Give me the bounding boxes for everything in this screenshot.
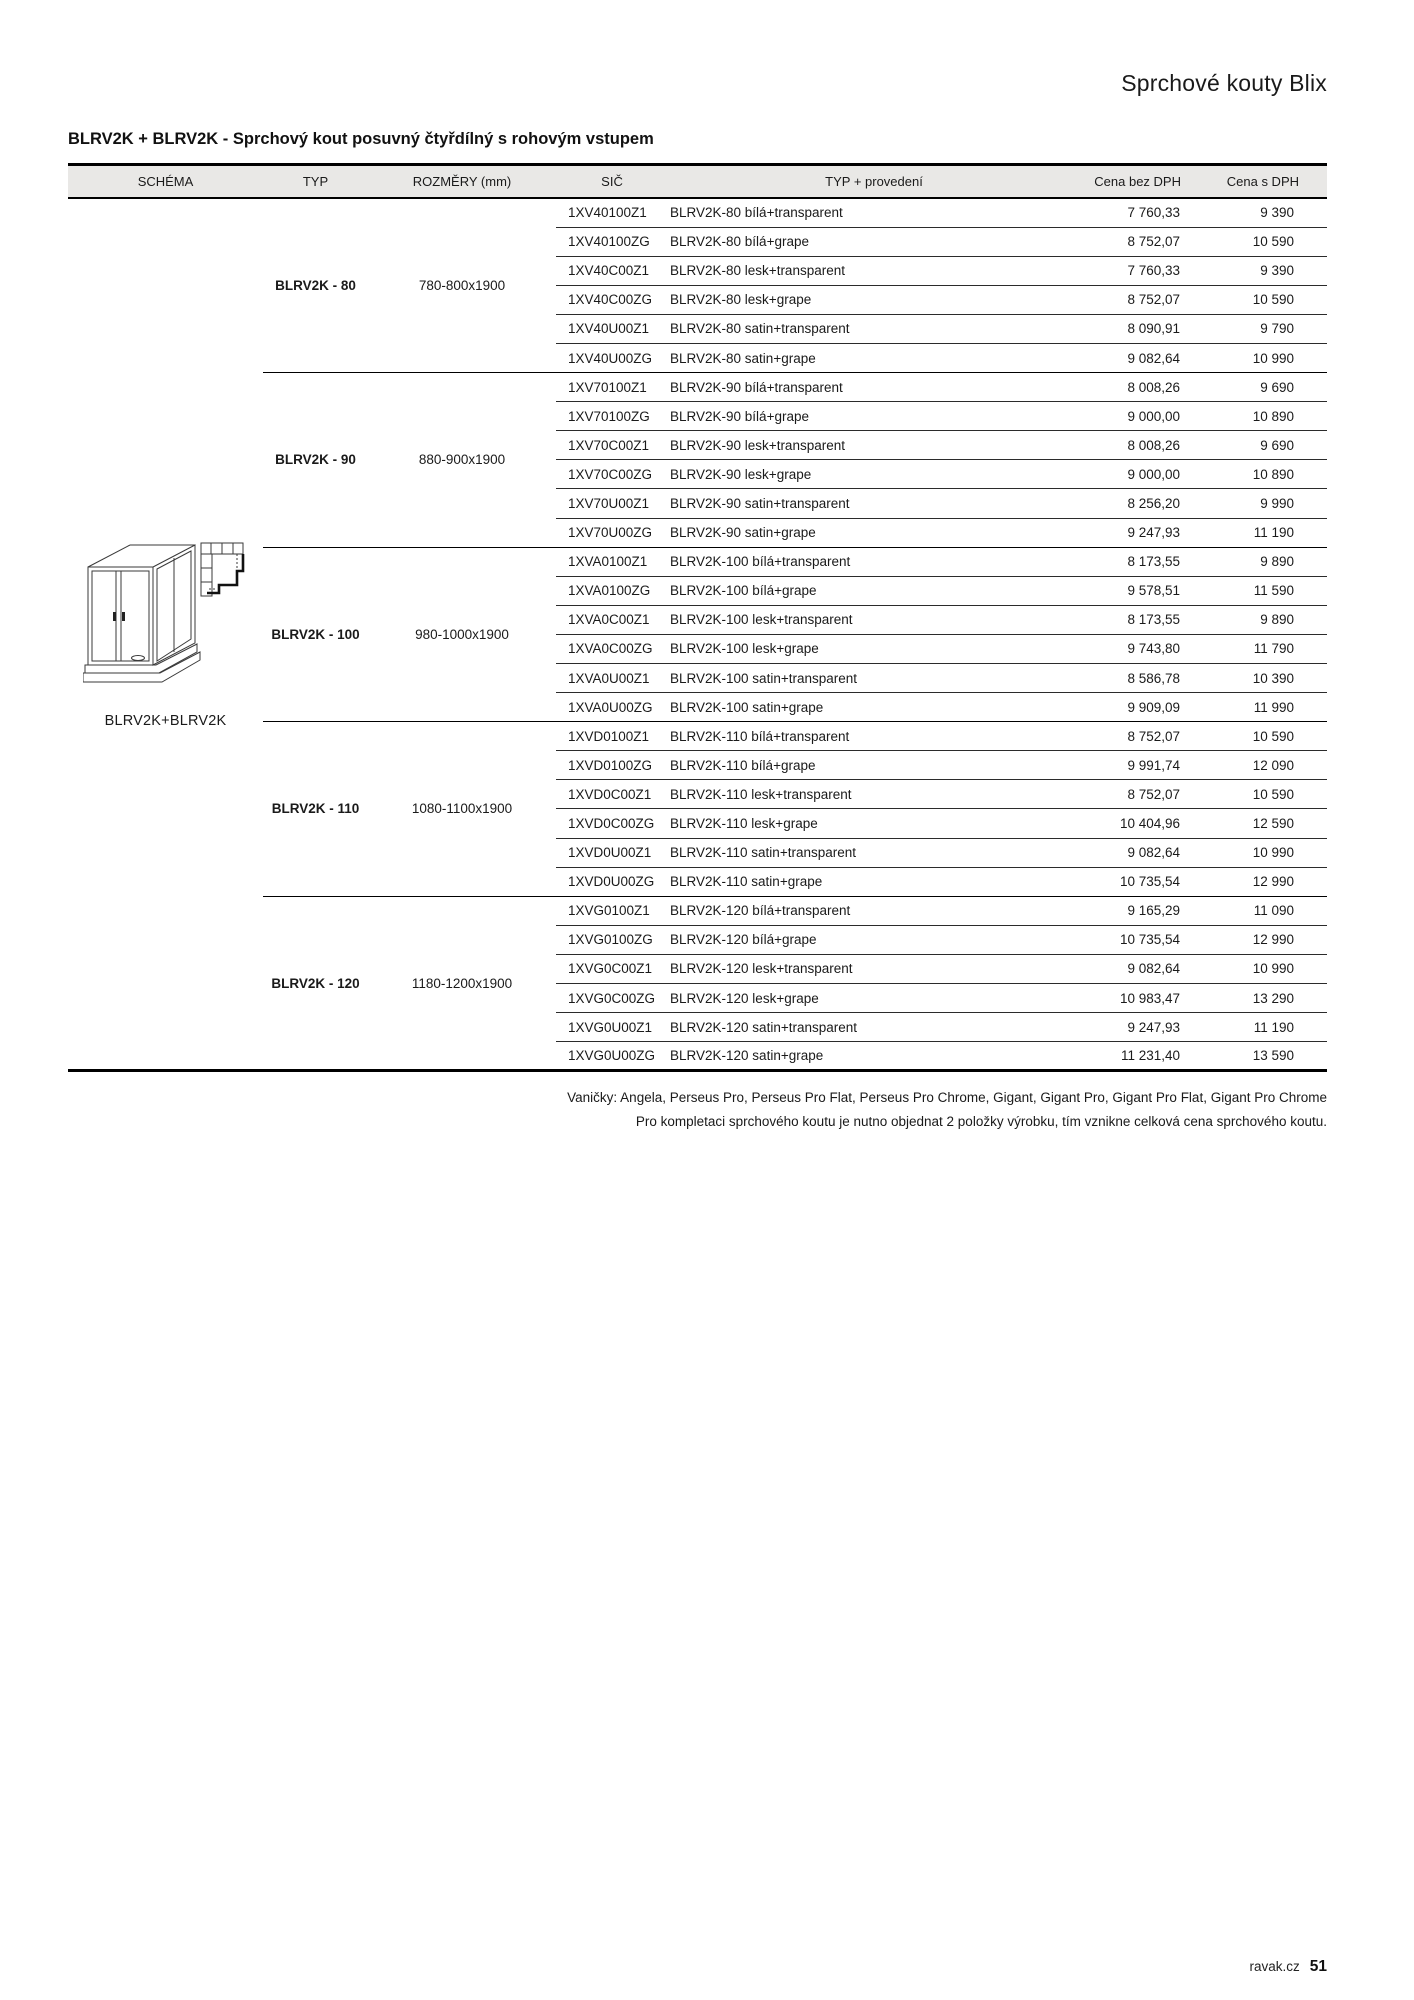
- column-header-typ: TYP: [263, 165, 368, 199]
- sic-cell: 1XVG0100Z1: [556, 896, 668, 925]
- provedeni-cell: BLRV2K-80 lesk+grape: [668, 285, 1080, 314]
- price-table-body: [68, 198, 1327, 1071]
- provedeni-cell: BLRV2K-80 satin+grape: [668, 343, 1080, 372]
- table-footnotes: [567, 1086, 1327, 1133]
- cena-s-dph-cell: 9 890: [1185, 547, 1327, 576]
- schema-box: [68, 539, 263, 729]
- cena-bez-dph-cell: 9 991,74: [1080, 751, 1185, 780]
- provedeni-cell: BLRV2K-120 satin+transparent: [668, 1013, 1080, 1042]
- column-header-cena-s-dph: Cena s DPH: [1185, 165, 1327, 199]
- cena-bez-dph-cell: 8 173,55: [1080, 547, 1185, 576]
- column-header-sic: SIČ: [556, 165, 668, 199]
- cena-bez-dph-cell: 10 404,96: [1080, 809, 1185, 838]
- sic-cell: 1XV70100ZG: [556, 402, 668, 431]
- cena-bez-dph-cell: 8 586,78: [1080, 664, 1185, 693]
- cena-bez-dph-cell: 10 735,54: [1080, 925, 1185, 954]
- cena-bez-dph-cell: 9 578,51: [1080, 576, 1185, 605]
- sic-cell: 1XVD0100ZG: [556, 751, 668, 780]
- provedeni-cell: BLRV2K-110 lesk+transparent: [668, 780, 1080, 809]
- provedeni-cell: BLRV2K-100 bílá+transparent: [668, 547, 1080, 576]
- cena-bez-dph-cell: 11 231,40: [1080, 1042, 1185, 1071]
- provedeni-cell: BLRV2K-90 satin+transparent: [668, 489, 1080, 518]
- rozmery-cell: 1180-1200x1900: [368, 896, 556, 1071]
- typ-cell: BLRV2K - 110: [263, 722, 368, 897]
- schema-label: BLRV2K+BLRV2K: [104, 713, 227, 730]
- sic-cell: 1XVG0C00Z1: [556, 954, 668, 983]
- sic-cell: 1XV40C00ZG: [556, 285, 668, 314]
- sic-cell: 1XV40100ZG: [556, 227, 668, 256]
- provedeni-cell: BLRV2K-100 satin+transparent: [668, 664, 1080, 693]
- cena-bez-dph-cell: 8 752,07: [1080, 227, 1185, 256]
- provedeni-cell: BLRV2K-90 satin+grape: [668, 518, 1080, 547]
- footnote-ordering: Pro kompletaci sprchového koutu je nutno objednat 2 položky výrobku, tím vznikne celková cena sprchového koutu.: [635, 1113, 1327, 1129]
- typ-cell: BLRV2K - 80: [275, 278, 356, 294]
- rozmery-cell: 780-800x1900: [418, 278, 506, 294]
- cena-bez-dph-cell: 7 760,33: [1127, 205, 1180, 221]
- provedeni-cell: BLRV2K-100 lesk+grape: [668, 634, 1080, 663]
- section-title: BLRV2K + BLRV2K - Sprchový kout posuvný čtyřdílný s rohovým vstupem: [68, 130, 654, 148]
- sic-cell: 1XV40U00ZG: [556, 343, 668, 372]
- column-header-provedeni: TYP + provedení: [668, 165, 1080, 199]
- sic-cell: 1XV40100Z1: [568, 205, 647, 221]
- typ-cell: BLRV2K - 120: [263, 896, 368, 1071]
- cena-bez-dph-cell: 9 247,93: [1080, 1013, 1185, 1042]
- provedeni-cell: BLRV2K-90 bílá+grape: [668, 402, 1080, 431]
- sic-cell: 1XV40U00Z1: [556, 314, 668, 343]
- cena-s-dph-cell: 12 090: [1185, 751, 1327, 780]
- cena-bez-dph-cell: 9 082,64: [1080, 343, 1185, 372]
- provedeni-cell: BLRV2K-110 satin+transparent: [668, 838, 1080, 867]
- price-table: [68, 163, 1327, 1072]
- cena-s-dph-cell: 10 890: [1185, 402, 1327, 431]
- table-header-row: [68, 165, 1327, 199]
- sic-cell: 1XV70C00ZG: [556, 460, 668, 489]
- cena-s-dph-cell: 10 990: [1185, 343, 1327, 372]
- provedeni-cell: BLRV2K-110 bílá+transparent: [668, 722, 1080, 751]
- column-header-cena-bez-dph: Cena bez DPH: [1080, 165, 1185, 199]
- cena-s-dph-cell: 11 190: [1185, 1013, 1327, 1042]
- sic-cell: 1XVA0100ZG: [556, 576, 668, 605]
- cena-s-dph-cell: 10 590: [1185, 227, 1327, 256]
- cena-s-dph-cell: 9 990: [1185, 489, 1327, 518]
- cena-s-dph-cell: 10 590: [1185, 722, 1327, 751]
- cena-s-dph-cell: 9 390: [1260, 205, 1294, 221]
- sic-cell: 1XV70100Z1: [556, 373, 668, 402]
- sic-cell: 1XVA0U00ZG: [556, 693, 668, 722]
- sic-cell: 1XVD0C00Z1: [556, 780, 668, 809]
- sic-cell: 1XVG0U00Z1: [556, 1013, 668, 1042]
- sic-cell: 1XV70U00Z1: [556, 489, 668, 518]
- provedeni-cell: BLRV2K-90 lesk+grape: [668, 460, 1080, 489]
- cena-s-dph-cell: 10 590: [1185, 780, 1327, 809]
- sic-cell: 1XVA0C00Z1: [556, 605, 668, 634]
- cena-s-dph-cell: 13 590: [1185, 1042, 1327, 1071]
- rozmery-cell: 980-1000x1900: [368, 547, 556, 722]
- sic-cell: 1XVA0100Z1: [556, 547, 668, 576]
- cena-bez-dph-cell: 9 247,93: [1080, 518, 1185, 547]
- provedeni-cell: BLRV2K-110 lesk+grape: [668, 809, 1080, 838]
- sic-cell: 1XV40C00Z1: [556, 256, 668, 285]
- cena-bez-dph-cell: 10 735,54: [1080, 867, 1185, 896]
- cena-bez-dph-cell: 9 082,64: [1080, 954, 1185, 983]
- provedeni-cell: BLRV2K-100 bílá+grape: [668, 576, 1080, 605]
- provedeni-cell: BLRV2K-120 satin+grape: [668, 1042, 1080, 1071]
- cena-s-dph-cell: 10 590: [1185, 285, 1327, 314]
- footnote-trays: Vaničky: Angela, Perseus Pro, Perseus Pro Flat, Perseus Pro Chrome, Gigant, Gigant Pro, Gigant Pro Flat, Gigant Pro Chrome: [567, 1090, 1327, 1105]
- provedeni-cell: BLRV2K-80 lesk+transparent: [668, 256, 1080, 285]
- sic-cell: 1XVG0U00ZG: [556, 1042, 668, 1071]
- sic-cell: 1XVG0C00ZG: [556, 984, 668, 1013]
- cena-s-dph-cell: 11 790: [1185, 634, 1327, 663]
- column-header-schema: SCHÉMA: [68, 165, 263, 199]
- cena-bez-dph-cell: 9 000,00: [1080, 460, 1185, 489]
- cena-bez-dph-cell: 9 909,09: [1080, 693, 1185, 722]
- shower-enclosure-schematic-drawing: [83, 539, 248, 707]
- page-header-title: Sprchové kouty Blix: [1121, 70, 1327, 96]
- sic-cell: 1XVD0U00Z1: [556, 838, 668, 867]
- cena-s-dph-cell: 12 990: [1185, 925, 1327, 954]
- page-number: 51: [1309, 1958, 1327, 1975]
- cena-bez-dph-cell: 10 983,47: [1080, 984, 1185, 1013]
- sic-cell: 1XVD0U00ZG: [556, 867, 668, 896]
- website-link: ravak.cz: [1249, 1959, 1300, 1974]
- cena-s-dph-cell: 11 190: [1185, 518, 1327, 547]
- cena-bez-dph-cell: 9 082,64: [1080, 838, 1185, 867]
- provedeni-cell: BLRV2K-80 bílá+transparent: [670, 205, 843, 221]
- cena-s-dph-cell: 12 990: [1185, 867, 1327, 896]
- schema-cell: [68, 198, 263, 1071]
- sic-cell: 1XVD0100Z1: [556, 722, 668, 751]
- rozmery-cell: 880-900x1900: [368, 373, 556, 548]
- cena-s-dph-cell: 10 890: [1185, 460, 1327, 489]
- cena-bez-dph-cell: 9 743,80: [1080, 634, 1185, 663]
- provedeni-cell: BLRV2K-120 lesk+transparent: [668, 954, 1080, 983]
- cena-bez-dph-cell: 8 173,55: [1080, 605, 1185, 634]
- provedeni-cell: BLRV2K-120 bílá+transparent: [668, 896, 1080, 925]
- sic-cell: 1XV70U00ZG: [556, 518, 668, 547]
- cena-s-dph-cell: 9 790: [1185, 314, 1327, 343]
- cena-s-dph-cell: 10 990: [1185, 954, 1327, 983]
- typ-cell: BLRV2K - 90: [263, 373, 368, 548]
- cena-s-dph-cell: 9 390: [1185, 256, 1327, 285]
- cena-bez-dph-cell: 8 752,07: [1080, 780, 1185, 809]
- cena-bez-dph-cell: 8 008,26: [1080, 373, 1185, 402]
- sic-cell: 1XV70C00Z1: [556, 431, 668, 460]
- cena-bez-dph-cell: 8 752,07: [1080, 285, 1185, 314]
- cena-bez-dph-cell: 8 008,26: [1080, 431, 1185, 460]
- provedeni-cell: BLRV2K-120 lesk+grape: [668, 984, 1080, 1013]
- cena-bez-dph-cell: 8 256,20: [1080, 489, 1185, 518]
- sic-cell: 1XVA0C00ZG: [556, 634, 668, 663]
- cena-bez-dph-cell: 8 752,07: [1080, 722, 1185, 751]
- rozmery-cell: 1080-1100x1900: [368, 722, 556, 897]
- cena-bez-dph-cell: 8 090,91: [1080, 314, 1185, 343]
- provedeni-cell: BLRV2K-90 bílá+transparent: [668, 373, 1080, 402]
- table-row: [68, 198, 1327, 227]
- page-footer: [1249, 1958, 1327, 1976]
- provedeni-cell: BLRV2K-100 lesk+transparent: [668, 605, 1080, 634]
- cena-s-dph-cell: 13 290: [1185, 984, 1327, 1013]
- cena-s-dph-cell: 10 390: [1185, 664, 1327, 693]
- cena-s-dph-cell: 9 690: [1185, 373, 1327, 402]
- cena-s-dph-cell: 12 590: [1185, 809, 1327, 838]
- cena-s-dph-cell: 11 990: [1185, 693, 1327, 722]
- cena-bez-dph-cell: 7 760,33: [1080, 256, 1185, 285]
- provedeni-cell: BLRV2K-120 bílá+grape: [668, 925, 1080, 954]
- provedeni-cell: BLRV2K-80 bílá+grape: [668, 227, 1080, 256]
- cena-s-dph-cell: 10 990: [1185, 838, 1327, 867]
- typ-cell: BLRV2K - 100: [263, 547, 368, 722]
- cena-s-dph-cell: 11 590: [1185, 576, 1327, 605]
- cena-s-dph-cell: 9 890: [1185, 605, 1327, 634]
- provedeni-cell: BLRV2K-90 lesk+transparent: [668, 431, 1080, 460]
- cena-s-dph-cell: 9 690: [1185, 431, 1327, 460]
- provedeni-cell: BLRV2K-100 satin+grape: [668, 693, 1080, 722]
- provedeni-cell: BLRV2K-110 bílá+grape: [668, 751, 1080, 780]
- price-table-wrap: [68, 163, 1327, 1072]
- cena-s-dph-cell: 11 090: [1185, 896, 1327, 925]
- provedeni-cell: BLRV2K-80 satin+transparent: [668, 314, 1080, 343]
- sic-cell: 1XVA0U00Z1: [556, 664, 668, 693]
- provedeni-cell: BLRV2K-110 satin+grape: [668, 867, 1080, 896]
- column-header-rozmery: ROZMĚRY (mm): [368, 165, 556, 199]
- cena-bez-dph-cell: 9 165,29: [1080, 896, 1185, 925]
- sic-cell: 1XVD0C00ZG: [556, 809, 668, 838]
- sic-cell: 1XVG0100ZG: [556, 925, 668, 954]
- cena-bez-dph-cell: 9 000,00: [1080, 402, 1185, 431]
